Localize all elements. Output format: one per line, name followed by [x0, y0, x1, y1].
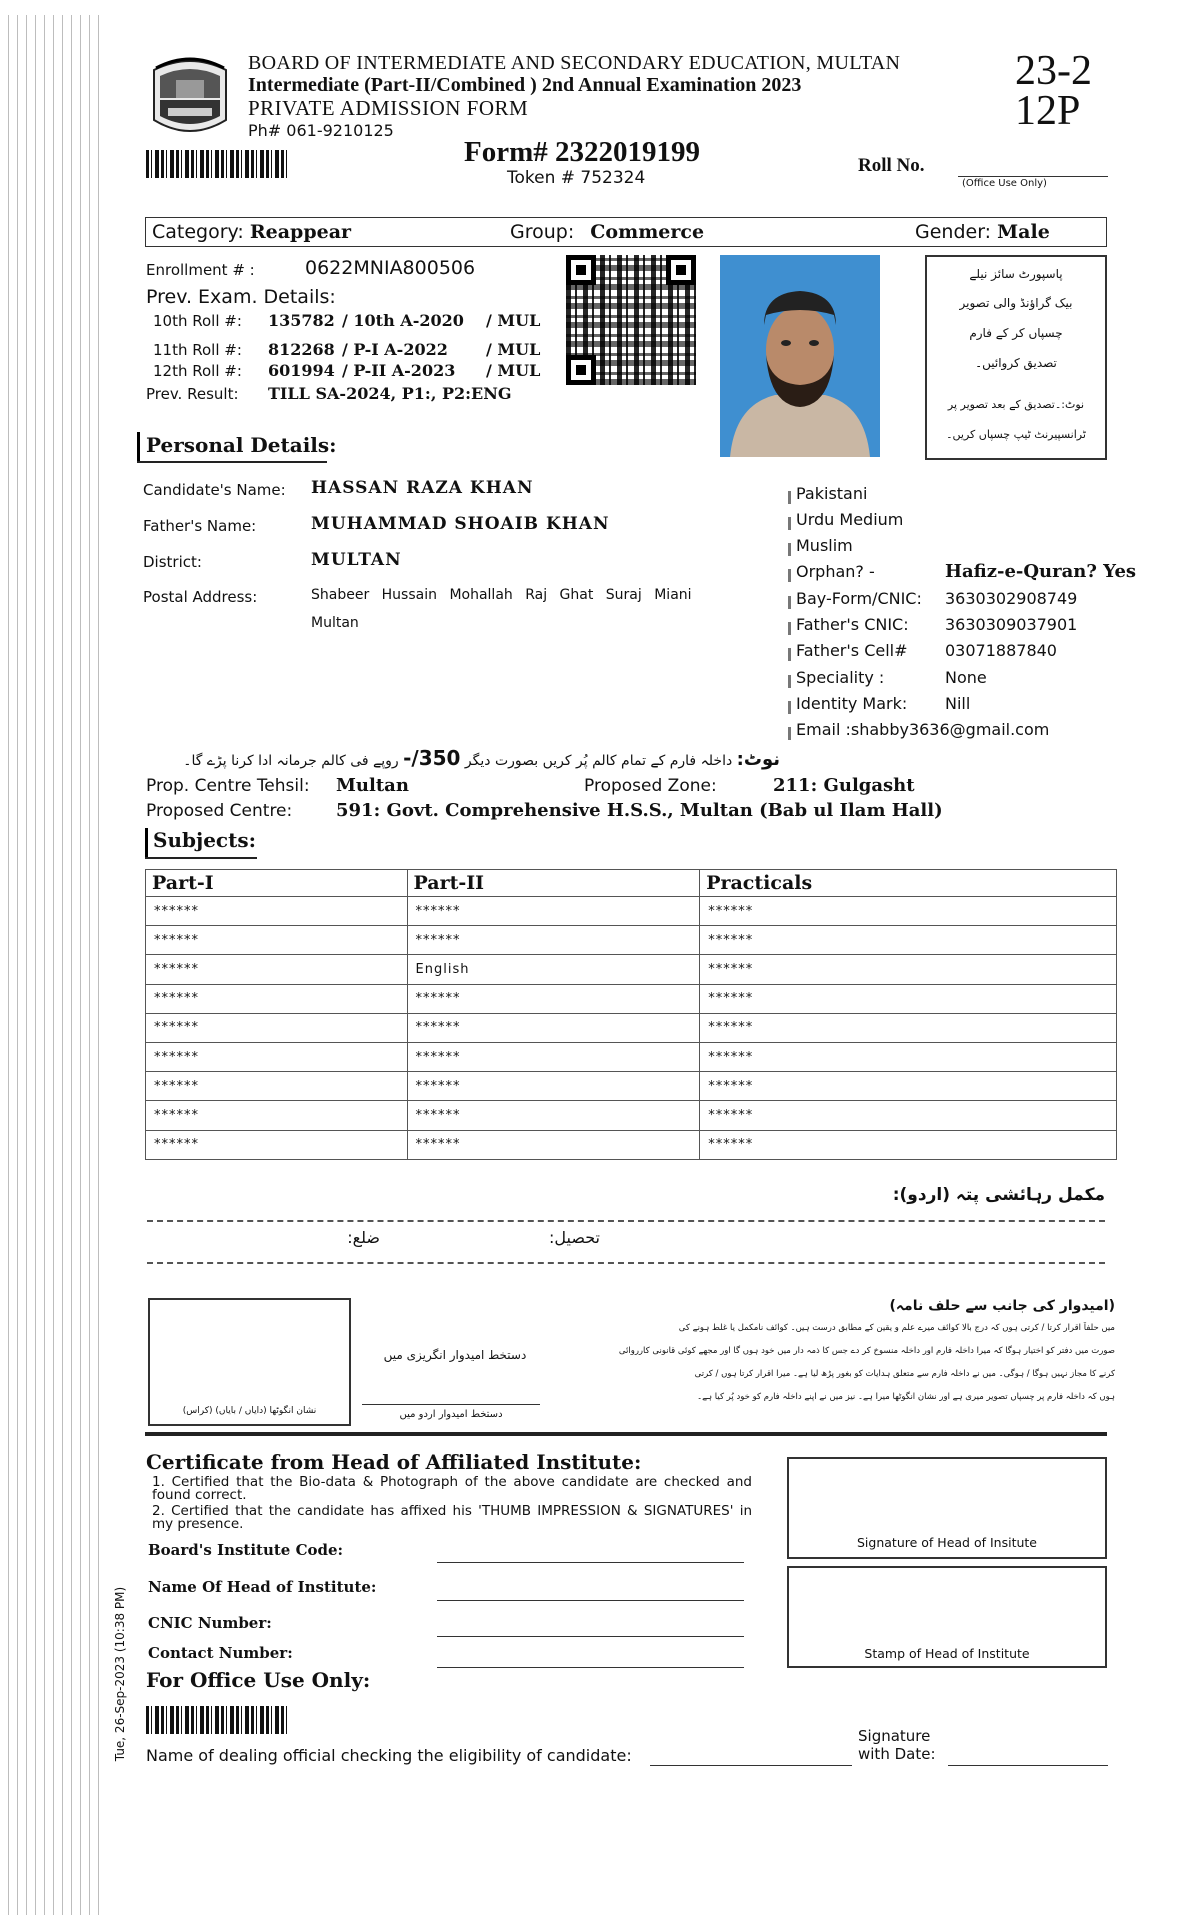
form-barcode — [146, 150, 290, 178]
roll-no-line — [958, 176, 1108, 177]
postal-address-line1: Shabeer Hussain Mohallah Raj Ghat Suraj Miani — [311, 587, 692, 603]
candidate-name: HASSAN RAZA KHAN — [311, 478, 534, 498]
centre-tehsil-label: Prop. Centre Tehsil: — [146, 776, 310, 796]
subject-cell: ****** — [700, 897, 1117, 926]
table-row — [146, 984, 1117, 1013]
fine-note-text: داخلہ فارم کے تمام کالم پُر کریں بصورت دیگر — [464, 753, 733, 769]
subject-cell: ****** — [700, 926, 1117, 955]
gender-label: Gender: — [915, 221, 992, 243]
roll-11-exam: / P-I A-2022 — [342, 340, 448, 359]
roll-no-label: Roll No. — [858, 155, 925, 176]
affidavit-line-1: میں حلفاً اقرار کرتا / کرتی ہوں کہ درج بالا کوائف میرے علم و یقین کے مطابق درست ہیں۔ کوائف نامکمل یا غلط ہونے کی — [678, 1323, 1115, 1333]
subjects-header-row — [146, 870, 1117, 897]
subject-cell: ****** — [407, 1130, 700, 1159]
speciality-value: None — [945, 668, 987, 687]
sign-urdu-line — [362, 1404, 540, 1405]
affidavit-line-2: صورت میں دفتر کو اختیار ہوگا کہ میرا داخلہ فارم اور داخلہ منسوخ کر دے جس کا ذمہ دار میں خود ہوں گا اور مجھے کوئی قانونی کارروائی — [618, 1346, 1115, 1356]
qr-finder-tl — [566, 255, 596, 285]
bform-label: Bay-Form/CNIC: — [796, 589, 922, 608]
subject-cell: ****** — [700, 1013, 1117, 1042]
personal-heading: Personal Details: — [146, 433, 337, 457]
institute-code-line — [437, 1562, 744, 1563]
roll-10-value: 135782 — [268, 311, 335, 330]
proposed-zone-label: Proposed Zone: — [584, 776, 717, 796]
photo-note-2: بیک گراؤنڈ والی تصویر — [959, 296, 1073, 310]
father-cell-label: Father's Cell# — [796, 641, 908, 660]
proposed-centre-label: Proposed Centre: — [146, 801, 293, 821]
stamp-head-label: Stamp of Head of Institute — [864, 1646, 1030, 1661]
token-number: Token # 752324 — [507, 168, 646, 188]
father-cnic-bar — [788, 622, 791, 635]
gender — [915, 221, 1050, 243]
roll-11-board: / MUL — [486, 340, 541, 359]
sign-english-label: دستخط امیدوار انگریزی میں — [383, 1348, 527, 1362]
table-row — [146, 897, 1117, 926]
subjects-table — [145, 869, 1117, 1160]
urdu-district-label: ضلع: — [347, 1228, 380, 1247]
urdu-address-line-2 — [147, 1262, 1105, 1264]
table-row — [146, 1072, 1117, 1101]
category-value: Reappear — [249, 221, 352, 243]
subject-cell: ****** — [700, 955, 1117, 984]
prev-exam-label: Prev. Exam. Details: — [146, 286, 336, 308]
category-label: Category: — [152, 221, 244, 243]
subject-cell: ****** — [407, 1013, 700, 1042]
header-part-2: Part-II — [407, 870, 700, 897]
subject-cell: ****** — [407, 926, 700, 955]
district-label: District: — [143, 553, 202, 571]
subject-cell: ****** — [146, 926, 408, 955]
header-practicals: Practicals — [700, 870, 1117, 897]
speciality-label: Speciality : — [796, 668, 885, 687]
subject-cell: ****** — [146, 984, 408, 1013]
subjects-heading-bar — [145, 828, 148, 858]
roll-11-label: 11th Roll #: — [153, 341, 242, 359]
medium: Urdu Medium — [796, 510, 904, 529]
roll-10-board: / MUL — [486, 311, 541, 330]
email-label: Email : — [796, 720, 851, 739]
gender-value: Male — [997, 221, 1050, 243]
code-top: 23-2 — [1015, 48, 1092, 94]
table-row — [146, 1101, 1117, 1130]
hafiz-quran: Hafiz-e-Quran? Yes — [945, 561, 1137, 582]
signature-head-label: Signature of Head of Insitute — [857, 1535, 1037, 1550]
dealing-official-line — [650, 1765, 852, 1766]
nationality-bar — [788, 491, 791, 504]
head-name-line — [437, 1600, 744, 1601]
group-label: Group: — [510, 221, 575, 243]
subject-cell: ****** — [146, 1101, 408, 1130]
roll-12-label: 12th Roll #: — [153, 362, 242, 380]
table-row — [146, 1130, 1117, 1159]
subject-cell: ****** — [146, 955, 408, 984]
contact-line — [437, 1667, 744, 1668]
enrollment-value: 0622MNIA800506 — [305, 257, 476, 279]
prev-result-value: TILL SA-2024, P1:, P2:ENG — [268, 384, 512, 403]
qr-finder-bl — [566, 355, 596, 385]
urdu-address-line-1 — [147, 1220, 1105, 1222]
affidavit-title: (امیدوار کی جانب سے حلف نامہ) — [889, 1298, 1115, 1314]
subject-cell: ****** — [146, 1042, 408, 1071]
urdu-address-label: مکمل رہائشی پتہ (اردو): — [892, 1185, 1105, 1205]
subject-cell: ****** — [146, 1130, 408, 1159]
father-cell-bar — [788, 648, 791, 661]
postal-address-label: Postal Address: — [143, 588, 258, 606]
board-name: BOARD OF INTERMEDIATE AND SECONDARY EDUCATION, MULTAN — [248, 52, 901, 74]
email — [796, 720, 1049, 739]
exam-title: Intermediate (Part-II/Combined ) 2nd Annual Examination 2023 — [248, 74, 802, 96]
subject-cell: ****** — [700, 1072, 1117, 1101]
enrollment-label: Enrollment # : — [146, 261, 255, 279]
group — [510, 221, 704, 243]
dealing-official-label: Name of dealing official checking the eligibility of candidate: — [146, 1746, 632, 1765]
candidate-name-label: Candidate's Name: — [143, 481, 286, 499]
table-row — [146, 955, 1117, 984]
code-bottom: 12P — [1015, 88, 1081, 134]
cnic-line — [437, 1636, 744, 1637]
identity-label: Identity Mark: — [796, 694, 908, 713]
form-type: PRIVATE ADMISSION FORM — [248, 96, 529, 120]
thumb-impression-label: نشان انگوٹھا (دایاں / بایاں) (کراس) — [182, 1406, 317, 1416]
margin-stripes — [8, 15, 104, 1915]
subject-cell: ****** — [407, 897, 700, 926]
cnic-label: CNIC Number: — [148, 1614, 272, 1632]
proposed-zone: 211: Gulgasht — [773, 775, 915, 796]
roll-12-value: 601994 — [268, 361, 335, 380]
subject-cell: ****** — [146, 1072, 408, 1101]
subject-cell: ****** — [146, 897, 408, 926]
fine-note-amount: -/350 — [403, 746, 461, 770]
religion: Muslim — [796, 536, 853, 555]
father-name-label: Father's Name: — [143, 517, 257, 535]
medium-bar — [788, 517, 791, 530]
roll-10-label: 10th Roll #: — [153, 312, 242, 330]
certificate-heading: Certificate from Head of Affiliated Institute: — [146, 1450, 642, 1474]
institute-code-label: Board's Institute Code: — [148, 1541, 344, 1559]
office-use-heading: For Office Use Only: — [146, 1668, 371, 1692]
header-part-1: Part-I — [146, 870, 408, 897]
photo-note-4: تصدیق کروائیں۔ — [975, 356, 1057, 370]
table-row — [146, 1013, 1117, 1042]
roll-10-exam: / 10th A-2020 — [342, 311, 464, 330]
category — [152, 221, 351, 243]
subjects-heading-underline — [145, 857, 257, 859]
subjects-heading: Subjects: — [153, 828, 256, 852]
subject-cell: ****** — [700, 1042, 1117, 1071]
group-value: Commerce — [590, 221, 705, 243]
photo-note-6: ٹرانسپیرنٹ ٹیپ چسپاں کریں۔ — [946, 428, 1086, 441]
office-barcode — [146, 1706, 290, 1734]
father-cnic-label: Father's CNIC: — [796, 615, 909, 634]
subject-cell: ****** — [700, 984, 1117, 1013]
identity-bar — [788, 701, 791, 714]
identity-value: Nill — [945, 694, 971, 713]
signature-date-label-1: Signature — [858, 1727, 931, 1745]
subject-cell: ****** — [407, 984, 700, 1013]
father-name: MUHAMMAD SHOAIB KHAN — [311, 514, 610, 534]
contact-label: Contact Number: — [148, 1644, 293, 1662]
form-number: Form# 2322019199 — [464, 136, 700, 168]
photo-note-1: پاسپورٹ سائز نیلے — [969, 267, 1063, 281]
subject-cell: ****** — [407, 1072, 700, 1101]
postal-address-line2: Multan — [311, 615, 359, 631]
photo-note-5: نوٹ:۔تصدیق کے بعد تصویر پر — [947, 398, 1085, 411]
email-bar — [788, 727, 791, 740]
candidate-photo — [720, 255, 880, 457]
certificate-separator — [145, 1432, 1107, 1436]
subject-cell: ****** — [146, 1013, 408, 1042]
speciality-bar — [788, 675, 791, 688]
fine-note-label: نوٹ: — [736, 749, 780, 770]
bform-value: 3630302908749 — [945, 589, 1078, 608]
office-use-note: (Office Use Only) — [962, 178, 1047, 189]
table-row — [146, 1042, 1117, 1071]
signature-date-label-2: with Date: — [858, 1745, 936, 1763]
fine-note-text2: روپے فی کالم جرمانہ ادا کرنا پڑے گا۔ — [183, 753, 399, 769]
proposed-centre: 591: Govt. Comprehensive H.S.S., Multan (Bab ul Ilam Hall) — [336, 800, 943, 821]
orphan-bar — [788, 569, 791, 582]
certificate-point-2: 2. Certified that the candidate has affixed his 'THUMB IMPRESSION & SIGNATURES' in my presence. — [152, 1503, 752, 1532]
board-phone: Ph# 061-9210125 — [248, 121, 394, 140]
email-value: shabby3636@gmail.com — [850, 720, 1050, 739]
head-name-label: Name Of Head of Institute: — [148, 1578, 377, 1596]
board-logo — [146, 50, 234, 142]
religion-bar — [788, 543, 791, 556]
qr-finder-tr — [666, 255, 696, 285]
subject-cell: English — [407, 955, 700, 984]
signature-date-line — [948, 1765, 1108, 1766]
roll-12-exam: / P-II A-2023 — [342, 361, 456, 380]
roll-12-board: / MUL — [486, 361, 541, 380]
photo-note-3: چسپاں کر کے فارم — [969, 326, 1063, 340]
bform-bar — [788, 596, 791, 609]
nationality: Pakistani — [796, 484, 868, 503]
sign-urdu-label: دستخط امیدوار اردو میں — [399, 1409, 503, 1420]
certificate-point-1: 1. Certified that the Bio-data & Photograph of the above candidate are checked and found correct. — [152, 1474, 752, 1503]
affidavit-line-3: کرنے کا مجاز نہیں ہوگا / ہوگی۔ میں نے داخلہ فارم سے متعلق ہدایات کو بغور پڑھ لیا ہے۔ میرا اقرار کرتا ہوں / کرتی — [694, 1369, 1115, 1379]
subject-cell: ****** — [700, 1130, 1117, 1159]
father-cell-value: 03071887840 — [945, 641, 1057, 660]
affidavit-line-4: ہوں کہ داخلہ فارم پر چسپاں تصویر میری ہے اور نشان انگوٹھا میرا ہے۔ نیز میں نے اپنے داخلہ فارم کو خود پُر کیا ہے۔ — [697, 1392, 1115, 1402]
table-row — [146, 926, 1117, 955]
urdu-tehsil-label: تحصیل: — [549, 1228, 600, 1247]
personal-heading-underline — [137, 461, 327, 463]
father-cnic-value: 3630309037901 — [945, 615, 1078, 634]
fine-note — [146, 746, 780, 770]
subject-cell: ****** — [700, 1101, 1117, 1130]
subject-cell: ****** — [407, 1101, 700, 1130]
print-timestamp: Tue, 26-Sep-2023 (10:38 PM) — [113, 1586, 127, 1762]
centre-tehsil: Multan — [336, 775, 409, 796]
roll-11-value: 812268 — [268, 340, 335, 359]
prev-result-label: Prev. Result: — [146, 385, 239, 403]
orphan-label: Orphan? - — [796, 562, 875, 581]
district-value: MULTAN — [311, 550, 402, 570]
subject-cell: ****** — [407, 1042, 700, 1071]
personal-heading-bar — [137, 432, 140, 462]
